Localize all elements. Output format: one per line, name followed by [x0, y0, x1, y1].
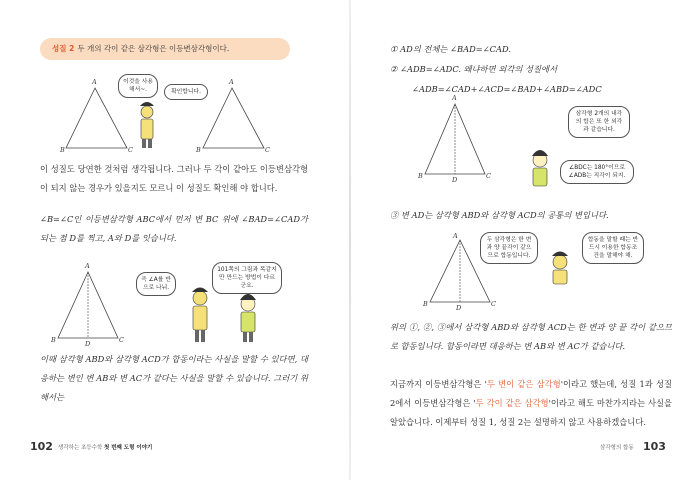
label-d4: D	[452, 176, 458, 184]
speech-bubble-8: 합동을 말할 때는 반드시 이용한 합동조건을 말해야 해.	[582, 232, 644, 264]
paragraph-3: 이때 삼각형 ABD와 삼각형 ACD가 합동이라는 사실을 말할 수 있다면, 대응하는 변인 변 AB와 변 AC가 같다는 사실을 말할 수 있습니다. 그러기 위해서는	[40, 354, 308, 402]
speech-bubble-7: 두 삼각형은 한 변과 양 끝각이 같으므로 합동입니다.	[480, 232, 538, 264]
label-b3: B	[51, 336, 56, 344]
label-a3: A	[85, 262, 90, 270]
label-d5: D	[456, 304, 462, 312]
banner-key: 성질 2	[52, 44, 75, 53]
paragraph-4: 위의 ①, ②, ③에서 삼각형 ABD와 삼각형 ACD는 한 변과 양 끝 각이 같으므로 합동입니다. 합동이라면 대응하는 변 AB와 변 AC가 같습니다.	[390, 322, 672, 351]
speech-bubble-3: 즉 ∠A를 반으로 나눠.	[136, 272, 176, 296]
paragraph-1: 이 성질도 당연한 것처럼 생각됩니다. 그러나 두 각이 같아도 이등변삼각형이 되지 않는 경우가 있을지도 모르니 이 성질도 확인해 야 합니다.	[40, 164, 308, 193]
item-1: ① AD의 전체는 ∠BAD=∠CAD.	[390, 44, 511, 54]
right-page	[350, 0, 700, 480]
label-c1: C	[128, 146, 133, 154]
speech-bubble-6: ∠BDC는 180°이므로 ∠ADB는 직각이 되지.	[560, 160, 634, 184]
label-c5: C	[491, 300, 496, 308]
item-3: ③ 변 AD는 삼각형 ABD와 삼각형 ACD의 공통의 변입니다.	[390, 210, 609, 220]
footer-series: 생각하는 초등수학	[58, 445, 103, 451]
speech-bubble-4: 101쪽의 그림과 똑같지만 만드는 방법이 다르군요.	[212, 262, 282, 294]
label-c4: C	[486, 172, 491, 180]
label-a5: A	[453, 232, 458, 240]
footer-left	[58, 443, 152, 451]
item-2-equation: ∠ADB=∠CAD+∠ACD=∠BAD+∠ABD=∠ADC	[412, 84, 602, 94]
label-c2: C	[265, 146, 270, 154]
page-number-right: 103	[643, 440, 666, 453]
label-a2: A	[229, 78, 234, 86]
item-2: ② ∠ADB=∠ADC. 왜냐하면 외각의 성질에서	[390, 64, 558, 74]
paragraph-2: ∠B=∠C인 이등변삼각형 ABC에서 먼저 변 BC 위에 ∠BAD=∠CAD가 되는 점 D를 찍고, A와 D를 잇습니다.	[40, 214, 308, 243]
para5-highlight-2: 두 각이 같은 삼각형	[475, 398, 549, 408]
label-a1: A	[92, 78, 97, 86]
label-d3: D	[85, 340, 91, 348]
para5-b: '이라고 했는데, 성질 1과 성질 2에서 이등변삼각형은 '	[390, 379, 672, 408]
triangle-figure-2	[0, 0, 350, 360]
footer-title-left: 첫 번째 도형 이야기	[104, 445, 153, 451]
label-b1: B	[60, 146, 65, 154]
label-b5: B	[423, 300, 428, 308]
page-number-left: 102	[30, 440, 53, 453]
label-b4: B	[418, 172, 423, 180]
banner-text: 두 개의 각이 같은 삼각형은 이등변삼각형이다.	[77, 44, 230, 53]
para5-a: 지금까지 이등변삼각형은 '	[390, 379, 487, 389]
speech-bubble-5: 삼각형 2개의 내각의 합은 또 한 외각과 같습니다.	[568, 106, 630, 138]
label-b2: B	[196, 146, 201, 154]
speech-bubble-1: 이것을 사용해서~.	[118, 74, 158, 98]
paragraph-5	[390, 375, 672, 432]
footer-title-right: 삼각형의 합동	[600, 445, 634, 451]
speech-bubble-2: 확인합니다.	[164, 84, 208, 100]
para5-c: '이라고 해도 마찬가지라는 사실을 알았습니다. 이제부터 성질 1, 성질 2는 설명하지 않고 사용하겠습니다.	[390, 398, 673, 427]
para5-highlight-1: 두 변이 같은 삼각형	[486, 379, 561, 389]
label-a4: A	[452, 94, 457, 102]
triangle-figure-4	[350, 0, 700, 320]
label-c3: C	[119, 336, 124, 344]
